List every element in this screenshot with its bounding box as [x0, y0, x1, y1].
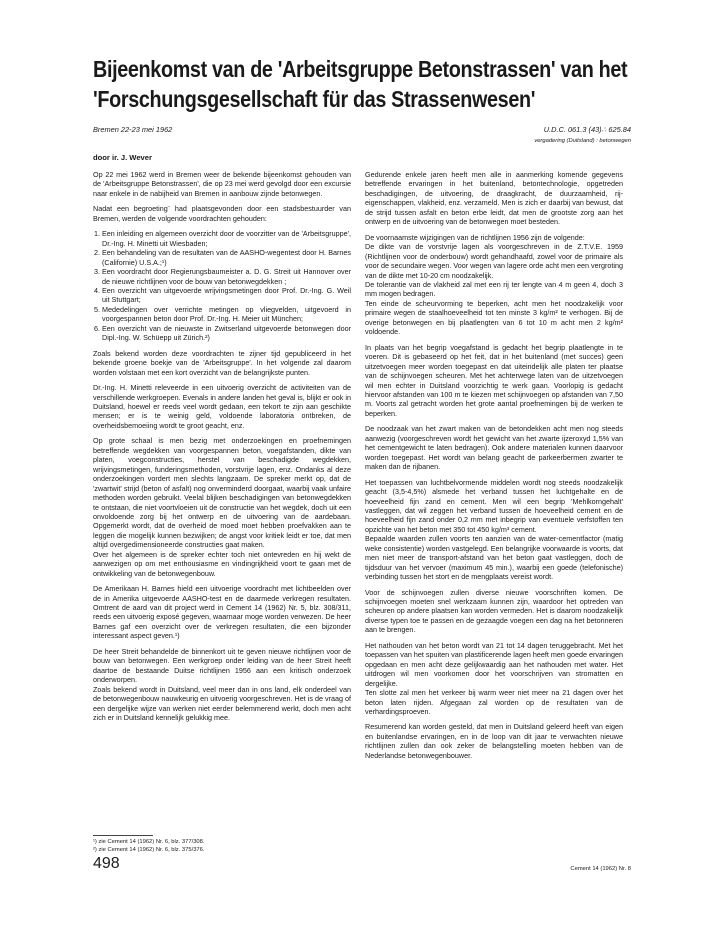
- paragraph: Resumerend kan worden gesteld, dat men in Duitsland geleerd heeft van eigen en buitenlandse ervaringen, en in de loop van dit jaar te verwachten nieuwe richtlijnen zullen dan ook zeker de belangstelling moeten hebben van de Nederlandse betonwegenbouwer.: [365, 722, 623, 760]
- paragraph: Dr.-Ing. H. Minetti releveerde in een uitvoerig overzicht de activiteiten van de verschillende werkgroepen. Evenals in andere landen het geval is, blijkt er ook in Duitsland, hoewel er reeds veel wordt gedaan, een tekort te zijn aan geschikte mensen; er is te weinig geld, voldoende laboratoria ontbreken, de overheidsbemoeiing wordt te groot geacht, enz.: [93, 383, 351, 430]
- list-item: 1. Een inleiding en algemeen overzicht door de voorzitter van de 'Arbeitsgruppe', Dr.-Ing. H. Minetti uit Wiesbaden;: [102, 229, 351, 248]
- paragraph: De heer Streit behandelde de binnenkort uit te geven nieuwe richtlijnen voor de bouw van betonwegen. Een werkgroep onder leiding van de heer Streit heeft daartoe de bestaande Duitse richtlijnen 1956 aan een kritisch onderzoek onderworpen.: [93, 646, 351, 685]
- paragraph: Zoals bekend worden deze voordrachten te zijner tijd gepubliceerd in het bekende groene boekje van de 'Arbeitsgruppe'. In het volgende zal daarom worden volstaan met een kort overzicht van de belangrijkste punten.: [93, 348, 351, 377]
- page-number: 498: [93, 855, 120, 872]
- title-line-2: 'Forschungsgesellschaft für das Strassenwesen': [93, 86, 536, 112]
- paragraph: Ten einde de scheurvorming te beperken, acht men het noodzakelijk voor primaire wegen de staalhoeveelheid tot ten minste 3 kg/m² te verhogen. Bij de overige betonwegen en bij plaatlengten van 6 tot 10 m acht men 2 kg/m² voldoende.: [365, 298, 623, 337]
- footnotes: [93, 835, 351, 854]
- footnote-divider: [93, 835, 153, 836]
- paragraph: Het nathouden van het beton wordt van 21 tot 14 dagen teruggebracht. Met het toepassen van het spuiten van plastificerende lagen heeft men goede ervaringen opgedaan en men acht deze gelijkwaardig aan het nathouden met water. Het uitdrogen wil men voorkomen door het voorschrijven van stromatten en dergelijke.: [365, 640, 623, 688]
- paragraph: Op grote schaal is men bezig met onderzoekingen en proefnemingen betreffende wegdekken van voorgespannen beton, voegafstanden, dikte van platen, voegconstructies, herstel van beschadigde wegdekken, wrijvingsmetingen, funderingsmethoden, vorstvrije lagen, enz. Ondanks al deze onderzoekingen vordert men slechts langzaam. De spreker merkt op, dat de 'zwartwit' strijd (beton of asfalt) nog onverminderd doorgaat, waarbij vaak unfaire methoden worden gebruikt. Veelal blijken beschadigingen van betonwegdekken te ontstaan, die niet voortvloeien uit de constructie van het wegdek, doch uit een onvoldoende zorg bij het ontwerp en de uitvoering van de aardebaan. Opgemerkt wordt, dat de overheid de moed moet hebben proefvakken aan te leggen die mogelijk kunnen bezwijken; de angst voor kritiek leidt er toe, dat men altijd overgedimensioneerde constructies gaat maken.: [93, 436, 351, 550]
- paragraph: Nadat een begroeting¨ had plaatsgevonden door een stadsbestuurder van Bremen, werden de volgende voordrachten gehouden:: [93, 204, 351, 223]
- journal-reference: Cement 14 (1962) Nr. 8: [570, 866, 631, 872]
- paragraph: De voornaamste wijzigingen van de richtlijnen 1956 zijn de volgende:: [365, 232, 585, 242]
- lecture-list: [93, 229, 351, 342]
- list-item: 5. Mededelingen over verrichte metingen op vliegvelden, uitgevoerd in voorgespannen beton door Prof. Dr.-Ing. H. Meier uit München;: [102, 305, 351, 324]
- footnote-1: ¹) zie Cement 14 (1962) Nr. 6, blz. 377/308.: [93, 839, 205, 845]
- paragraph: In plaats van het begrip voegafstand is gedacht het begrip plaatlengte in te voeren. Dit is gebaseerd op het feit, dat in het buitenland (met succes) geen uitzetvoegen meer worden toegepast en dat uiteindelijk alle platen ter plaatse van de schijnvoegen scheuren. Met het achterwege laten van de uitzetvoegen wil men echter in Duitsland voorzichtig te werk gaan. Voorlopig is gedacht hiervoor afstanden van 100 m te kiezen met schijnvoegen op afstanden van 7,50 m. Voorts zal getracht worden het grote aantal proefnemingen bij de werken te beperken.: [365, 342, 623, 418]
- paragraph: Ten slotte zal men het verkeer bij warm weer niet meer na 21 dagen over het beton laten rijden. Afgegaan zal worden op de resultaten van de verhardingsproeven.: [365, 688, 623, 717]
- title-line-1: Bijeenkomst van de 'Arbeitsgruppe Betonstrassen' van het: [93, 56, 628, 82]
- paragraph: De Amerikaan H. Barnes hield een uitvoerige voordracht met lichtbeelden over de in Amerika uitgevoerde AASHO-test en de daarmede verkregen resultaten. Omtrent de aard van dit project werd in Cement 14 (1962) Nr. 5, blz. 308/311, reeds een uitvoerig exposé gegeven, waarnaar moge worden verwezen. De heer Barnes gaf een overzicht over de verkregen resultaten, die een bijzonder interessant aspect geven.¹): [93, 584, 351, 641]
- paragraph: Het toepassen van luchtbelvormende middelen wordt nog steeds noodzakelijk geacht (3,5-4,5%) alsmede het verband tussen het luchtgehalte en de hoeveelheid fijn zand en cement. Men wil een begrip 'Mehlkorngehalt' vastleggen, dat wil zeggen het verband tussen de hoeveelheid cement en de hoeveelheid fijn zand onder 0,2 mm met inbegrip van eventuele verfstoffen ten opzichte van het beton met 350 tot 450 kg/m³ cement.: [365, 477, 623, 534]
- paragraph: Over het algemeen is de spreker echter toch niet ontevreden en hij wekt de aanwezigen op om met enthousiasme en vindingrijkheid voort te gaan met de ontwikkeling van de betonwegenbouw.: [93, 549, 351, 578]
- author-byline: door ir. J. Wever: [93, 153, 152, 162]
- article-title: [93, 54, 628, 114]
- paragraph: Zoals bekend wordt in Duitsland, veel meer dan in ons land, elk onderdeel van de betonwegenbouw nauwkeurig en uitvoerig voorgeschreven. Het is de vraag of een dergelijke wijze van werken niet eerder belemmerend werkt, doch men acht zich er in Duitsland kennelijk gelukkig mee.: [93, 684, 351, 723]
- left-column: [93, 170, 351, 728]
- list-item: 2. Een behandeling van de resultaten van de AASHO-wegentest door H. Barnes (Californie) U.S.A.;¹): [102, 248, 351, 267]
- list-item: 6. Een overzicht van de nieuwste in Zwitserland uitgevoerde betonwegen door Dipl.-Ing. W. Schüepp uit Zürich.²): [102, 324, 351, 343]
- paragraph: De tolerantie van de vlakheid zal met een rij ter lengte van 4 m geen 4, doch 3 mm mogen bedragen.: [365, 279, 623, 299]
- place-date: Bremen 22-23 mei 1962: [93, 125, 173, 134]
- subject-tag: vergadering (Duitsland) : betonwegen: [534, 138, 631, 144]
- paragraph: Gedurende enkele jaren heeft men alle in aanmerking komende gegevens betreffende ervaringen in het buitenland, betontechnologie, opgetreden beschadigingen, de uitvoering, de draagkracht, de duurzaamheid, rij-eigenschappen, vlakheid, enz. verzameld. Men is zich er daarbij van bewust, dat de strijd tussen asfalt en beton erbe leidt, dat men de grootste zorg aan het ontwerp en de uitvoering van de betonwegen moet besteden.: [365, 170, 623, 227]
- paragraph: Op 22 mei 1962 werd in Bremen weer de bekende bijeenkomst gehouden van de 'Arbeitsgruppe Betonstrassen', die op 23 mei werd gevolgd door een excursie naar enkele in de nabijheid van Bremen in aanbouw zijnde betonwegen.: [93, 170, 351, 198]
- paragraph: De dikte van de vorstvrije lagen als voorgeschreven in de Z.T.V.E. 1959 (Richtlijnen voor de onderbouw) wordt gehandhaafd, zowel voor de primaire als voor de secundaire wegen. Voor wegen van lagere orde acht men een vergroting van de dikte met 10-20 cm noodzakelijk.: [365, 242, 623, 280]
- list-item: 3. Een voordracht door Regierungsbaumeister a. D. G. Streit uit Hannover over de nieuwe richtlijnen voor de bouw van betonwegdekken ;: [102, 267, 351, 286]
- paragraph: Bepaalde waarden zullen voorts ten aanzien van de water-cementfactor (matig weke consistentie) worden vastgelegd. Een belangrijke voorwaarde is voorts, dat men niet meer de transport-afstand van het beton gaat vastleggen, doch de tijdsduur van het vervoer (maximum 45 min.), waarbij een goede (telefonische) verbinding tussen het stort en de mengplaats vereist wordt.: [365, 534, 623, 582]
- paragraph: Voor de schijnvoegen zullen diverse nieuwe voorschriften komen. De schijnvoegen moeten snel werkzaam kunnen zijn, waardoor het optreden van scheuren op andere plaatsen kan worden vermeden. Het is daarom noodzakelijk diverse typen toe te passen en de gezaagde voegen een dag na het betonneren aan te brengen.: [365, 587, 623, 635]
- right-column: [365, 170, 623, 766]
- list-item: 4. Een overzicht van uitgevoerde wrijvingsmetingen door Prof. Dr.-Ing. G. Weil uit Stuttgart;: [102, 286, 351, 305]
- paragraph: De noodzaak van het zwart maken van de betondekken acht men nog steeds aanwezig (voorgeschreven wordt het gewicht van het zwarte ijzeroxyd 1,5% van het cementgewicht te laten bedragen). Ook andere materialen kunnen daarvoor worden toegepast. Het wordt van belang geacht de parkeerbermen zwarter te maken dan de rijbanen.: [365, 424, 623, 472]
- udc-code: U.D.C. 061.3 (43)∴ 625.84: [543, 125, 631, 134]
- footnote-2: ²) zie Cement 14 (1962) Nr. 6, blz. 375/376.: [93, 847, 205, 853]
